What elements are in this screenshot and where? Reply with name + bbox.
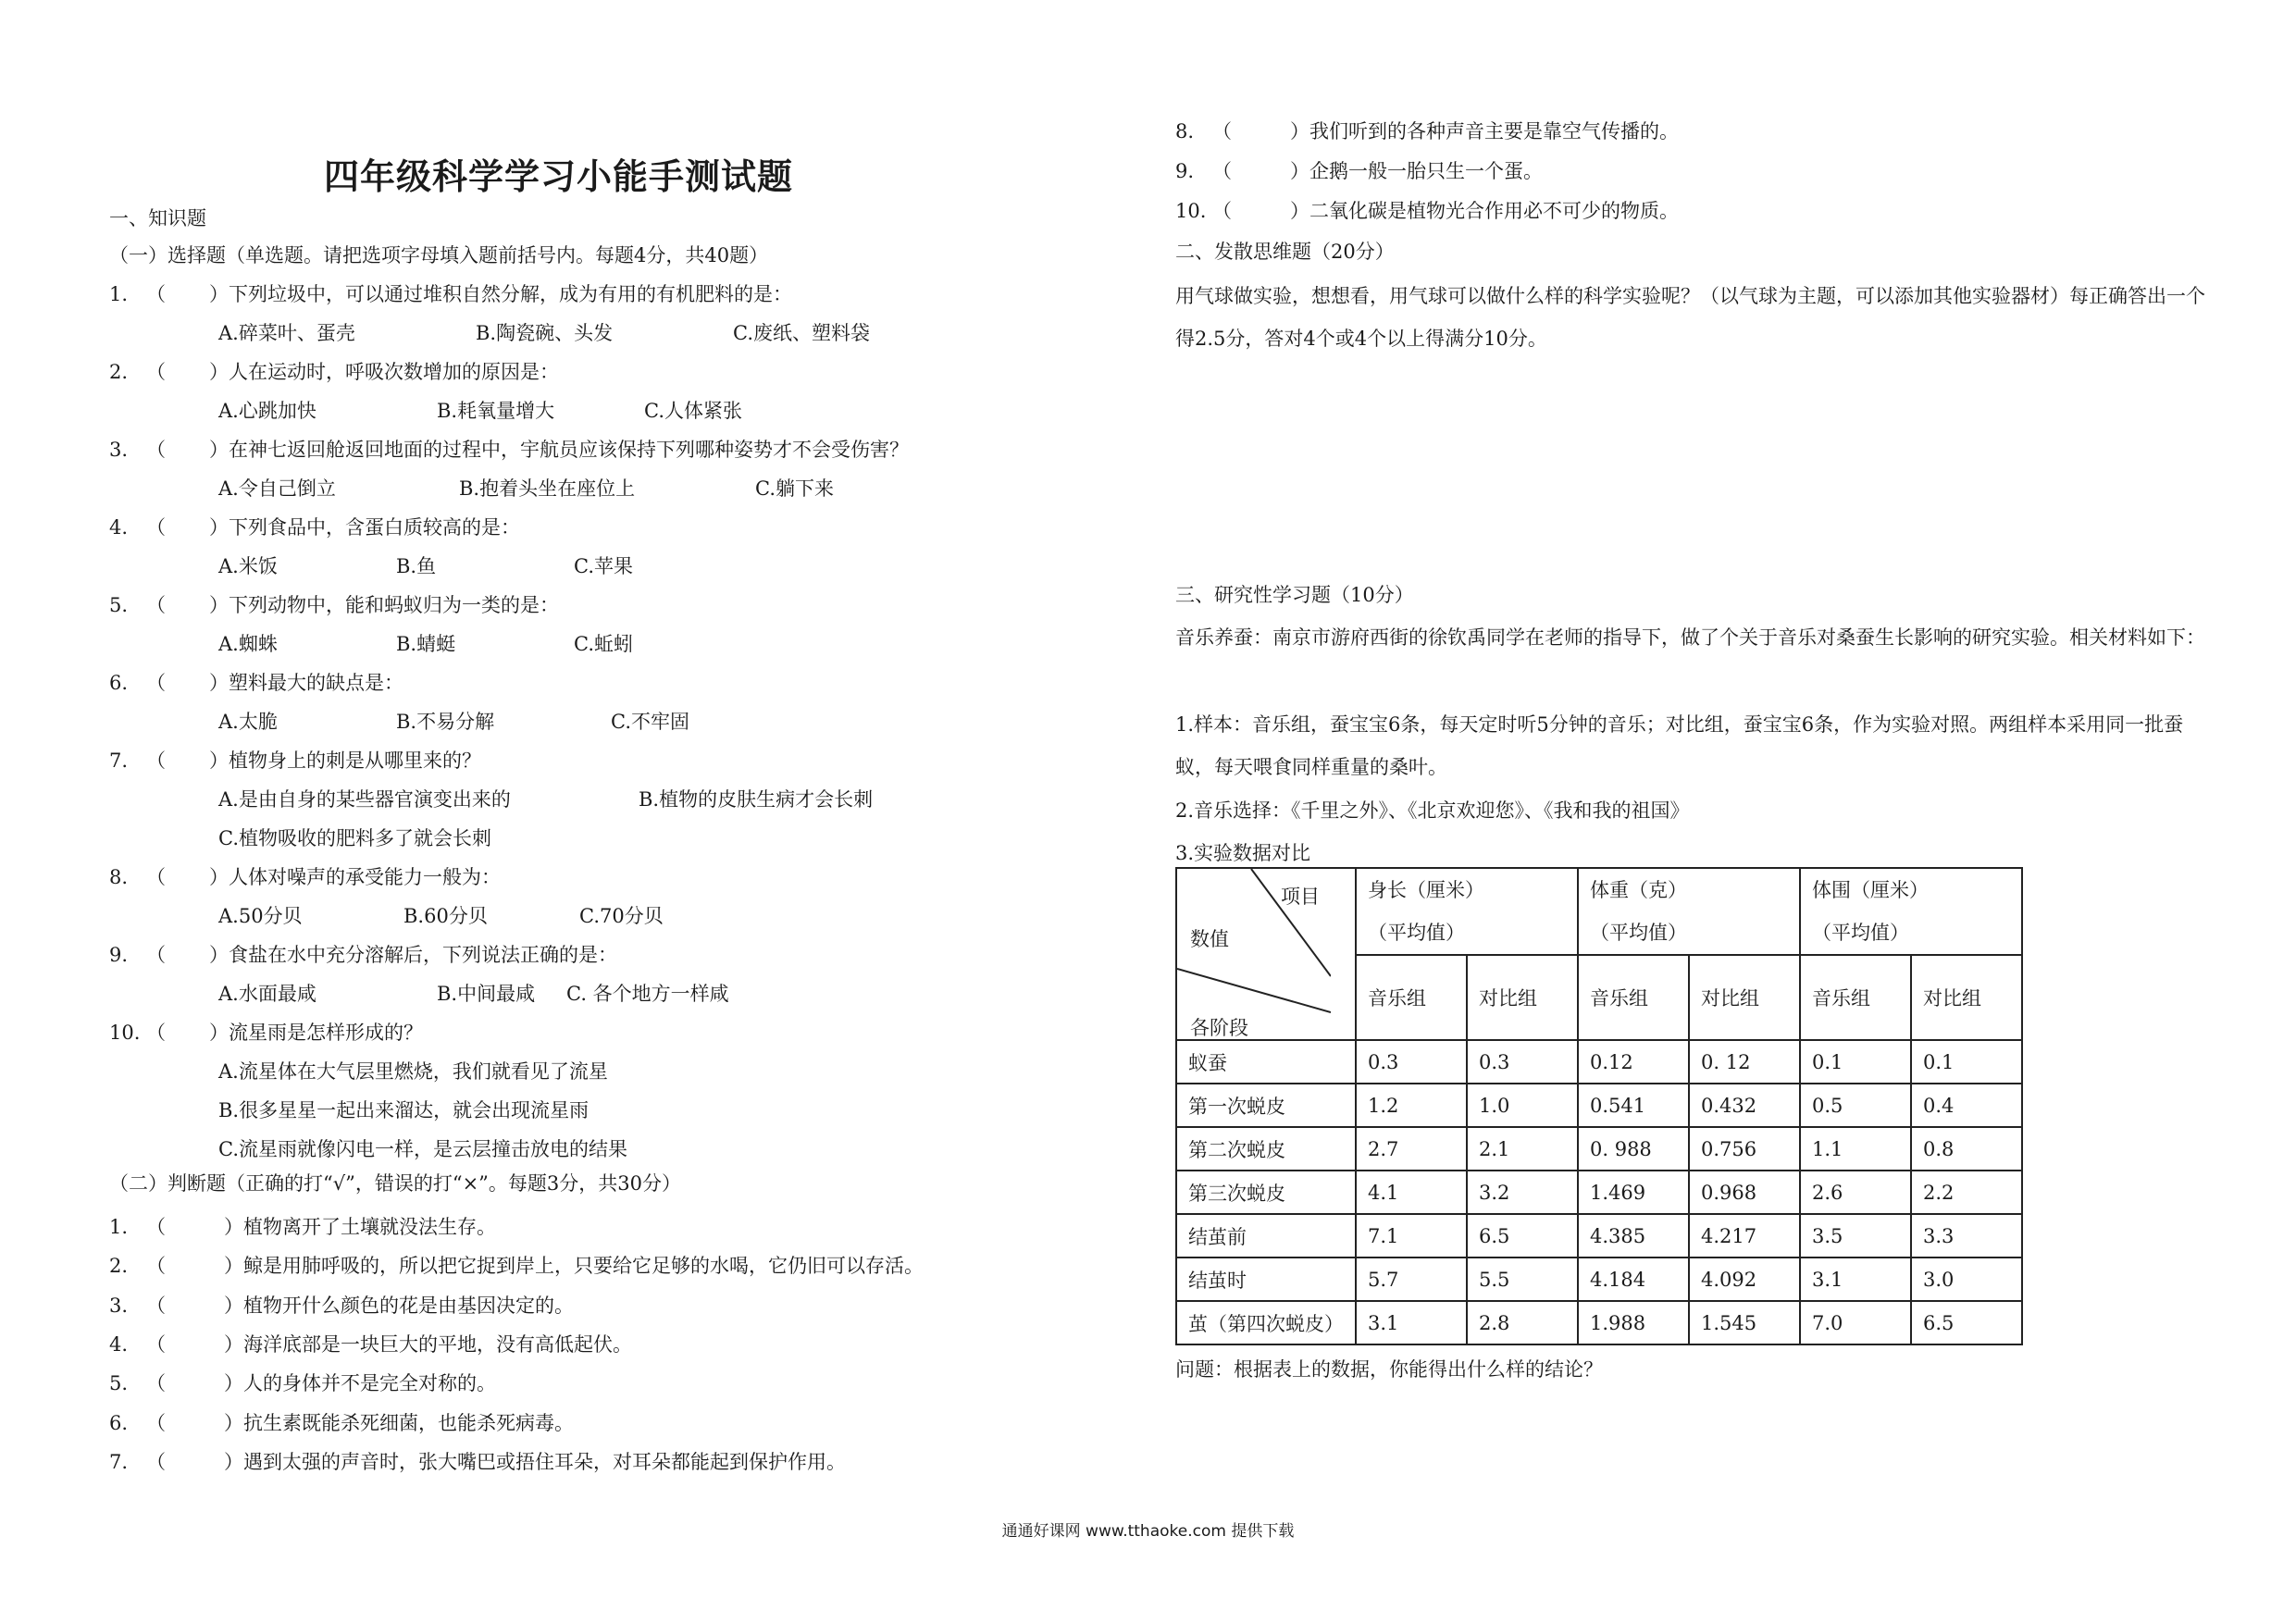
question-number: 10.	[109, 1022, 141, 1044]
table-value-cell: 6.5	[1467, 1214, 1578, 1258]
table-value-cell: 3.5	[1800, 1214, 1911, 1258]
table-stage-cell: 结茧时	[1176, 1258, 1356, 1301]
option: C.不牢固	[611, 711, 689, 733]
question-number: 5.	[109, 594, 129, 616]
option: B.抱着头坐在座位上	[459, 477, 636, 500]
judge-heading: （二）判断题（正确的打“√”，错误的打“×”。每题3分，共30分）	[109, 1172, 682, 1195]
table-value-cell: 1.988	[1578, 1301, 1689, 1344]
table-stage-cell: 蚁蚕	[1176, 1040, 1356, 1084]
experiment-data-table	[1175, 867, 2023, 1345]
question-number: 9.	[1175, 160, 1195, 182]
answer-paren: （	[146, 361, 166, 383]
table-value-cell: 2.2	[1911, 1171, 2022, 1214]
option: C.蚯蚓	[574, 633, 633, 655]
question-stem: ）下列垃圾中，可以通过堆积自然分解，成为有用的有机肥料的是：	[209, 283, 792, 305]
table-value-cell: 0.1	[1800, 1040, 1911, 1084]
question-stem: ）在神七返回舱返回地面的过程中，宇航员应该保持下列哪种姿势才不会受伤害？	[209, 439, 909, 461]
option: A.蜘蛛	[218, 633, 278, 655]
table-value-cell: 0.12	[1578, 1040, 1689, 1084]
section3-question: 问题：根据表上的数据，你能得出什么样的结论？	[1175, 1358, 1603, 1381]
table-corner-cell	[1176, 868, 1356, 1040]
table-subheader-cell: 对比组	[1911, 955, 2022, 1040]
answer-paren: （	[146, 1294, 166, 1317]
answer-paren: （	[1212, 120, 1232, 142]
answer-paren: （	[146, 516, 166, 539]
table-subheader-cell: 音乐组	[1356, 955, 1467, 1040]
judge-statement: ）我们听到的各种声音主要是靠空气传播的。	[1290, 120, 1679, 142]
table-row	[1176, 1214, 2022, 1258]
table-subheader-cell: 音乐组	[1578, 955, 1689, 1040]
group-name: 体围（厘米）	[1812, 879, 1929, 901]
table-value-cell: 7.1	[1356, 1214, 1467, 1258]
table-value-cell: 6.5	[1911, 1301, 2022, 1344]
question-number: 6.	[109, 1411, 129, 1434]
table-value-cell: 3.1	[1356, 1301, 1467, 1344]
question-number: 3.	[109, 439, 129, 461]
question-number: 6.	[109, 672, 129, 694]
answer-paren: （	[146, 283, 166, 305]
table-subheader-cell: 对比组	[1689, 955, 1800, 1040]
option: A.是由自身的某些器官演变出来的	[218, 788, 511, 811]
option: A.50分贝	[218, 905, 303, 927]
option: C.苹果	[574, 555, 633, 577]
table-row	[1176, 1040, 2022, 1084]
table-value-cell: 2.7	[1356, 1127, 1467, 1171]
answer-paren: （	[146, 866, 166, 888]
table-value-cell: 1.469	[1578, 1171, 1689, 1214]
answer-paren: （	[146, 1255, 166, 1278]
question-stem: ）塑料最大的缺点是：	[209, 672, 403, 694]
answer-paren: （	[146, 439, 166, 461]
question-number: 3.	[109, 1294, 129, 1317]
option: B.不易分解	[396, 711, 495, 733]
table-row	[1176, 1171, 2022, 1214]
section3-heading: 三、研究性学习题（10分）	[1175, 584, 1414, 606]
table-header-row	[1176, 868, 2022, 955]
table-value-cell: 0.541	[1578, 1084, 1689, 1127]
group-header-length	[1356, 868, 1578, 955]
section2-text: 用气球做实验，想想看，用气球可以做什么样的科学实验呢？（以气球为主题，可以添加其他实验器材）每正确答出一个得2.5分，答对4个或4个以上得满分10分。	[1175, 285, 2205, 350]
table-value-cell: 3.1	[1800, 1258, 1911, 1301]
answer-paren: （	[146, 1372, 166, 1395]
corner-stage-label: 各阶段	[1190, 1017, 1248, 1039]
table-stage-cell: 结茧前	[1176, 1214, 1356, 1258]
option: A.心跳加快	[218, 400, 316, 422]
table-value-cell: 0.1	[1911, 1040, 2022, 1084]
answer-paren: （	[146, 1216, 166, 1238]
choice-heading: （一）选择题（单选题。请把选项字母填入题前括号内。每题4分，共40题）	[109, 244, 769, 266]
section3-item1: 1.样本：音乐组，蚕宝宝6条，每天定时听5分钟的音乐；对比组，蚕宝宝6条，作为实验对照。两组样本采用同一批蚕蚁，每天喂食同样重量的桑叶。	[1175, 713, 2184, 778]
option: B.很多星星一起出来溜达，就会出现流星雨	[218, 1099, 590, 1121]
answer-paren: （	[1212, 200, 1232, 222]
table-value-cell: 0. 988	[1578, 1127, 1689, 1171]
judge-statement: ）海洋底部是一块巨大的平地，没有高低起伏。	[224, 1332, 632, 1356]
table-stage-cell: 茧（第四次蜕皮）	[1176, 1301, 1356, 1344]
question-stem: ）下列动物中，能和蚂蚁归为一类的是：	[209, 594, 559, 616]
table-body	[1176, 1040, 2022, 1344]
question-number: 9.	[109, 944, 129, 966]
question-number: 10.	[1175, 200, 1207, 222]
section3-intro: 音乐养蚕：南京市游府西街的徐钦禹同学在老师的指导下，做了个关于音乐对桑蚕生长影响的研究实验。相关材料如下：	[1175, 626, 2205, 649]
option: A.米饭	[218, 555, 278, 577]
table-value-cell: 1.1	[1800, 1127, 1911, 1171]
option: B.蜻蜓	[396, 633, 456, 655]
judge-statement: ）人的身体并不是完全对称的。	[224, 1372, 496, 1395]
question-stem: ）食盐在水中充分溶解后，下列说法正确的是：	[209, 944, 617, 966]
question-number: 5.	[109, 1372, 129, 1395]
group-header-weight	[1578, 868, 1800, 955]
table-value-cell: 1.545	[1689, 1301, 1800, 1344]
table-subheader-cell: 音乐组	[1800, 955, 1911, 1040]
table-value-cell: 2.6	[1800, 1171, 1911, 1214]
table-value-cell: 2.1	[1467, 1127, 1578, 1171]
table-value-cell: 0.4	[1911, 1084, 2022, 1127]
option: C. 各个地方一样咸	[566, 983, 729, 1005]
group-name: 身长（厘米）	[1368, 879, 1484, 901]
option: A.水面最咸	[218, 983, 316, 1005]
section3-item3: 3.实验数据对比	[1175, 842, 1311, 864]
option: B.耗氧量增大	[437, 400, 555, 422]
option: B.60分贝	[403, 905, 488, 927]
option: C.躺下来	[755, 477, 834, 500]
table-stage-cell: 第三次蜕皮	[1176, 1171, 1356, 1214]
question-stem: ）人体对噪声的承受能力一般为：	[209, 866, 501, 888]
table-value-cell: 1.0	[1467, 1084, 1578, 1127]
table-value-cell: 0.3	[1467, 1040, 1578, 1084]
answer-paren: （	[146, 1411, 166, 1434]
question-stem: ）下列食品中，含蛋白质较高的是：	[209, 516, 520, 539]
question-number: 7.	[109, 1450, 129, 1473]
option: B.陶瓷碗、头发	[476, 322, 614, 344]
answer-paren: （	[146, 594, 166, 616]
table-row	[1176, 1301, 2022, 1344]
answer-paren: （	[146, 750, 166, 772]
question-number: 7.	[109, 750, 129, 772]
page-title: 四年级科学学习小能手测试题	[324, 156, 794, 197]
table-row	[1176, 1258, 2022, 1301]
option: A.碎菜叶、蛋壳	[218, 322, 355, 344]
group-sub: （平均值）	[1812, 922, 1909, 944]
table-row	[1176, 1127, 2022, 1171]
group-sub: （平均值）	[1368, 922, 1465, 944]
judge-statement: ）植物离开了土壤就没法生存。	[224, 1216, 496, 1238]
judge-statement: ）抗生素既能杀死细菌，也能杀死病毒。	[224, 1411, 574, 1434]
table-value-cell: 0.756	[1689, 1127, 1800, 1171]
table-value-cell: 0.432	[1689, 1084, 1800, 1127]
table-value-cell: 5.5	[1467, 1258, 1578, 1301]
question-number: 1.	[109, 1216, 129, 1238]
table-value-cell: 0.5	[1800, 1084, 1911, 1127]
table-value-cell: 4.217	[1689, 1214, 1800, 1258]
question-stem: ）植物身上的刺是从哪里来的？	[209, 750, 481, 772]
corner-value-label: 数值	[1190, 928, 1229, 950]
question-stem: ）人在运动时，呼吸次数增加的原因是：	[209, 361, 559, 383]
judge-statement: ）二氧化碳是植物光合作用必不可少的物质。	[1290, 200, 1679, 222]
question-number: 8.	[1175, 120, 1195, 142]
judge-statement: ）鲸是用肺呼吸的，所以把它捉到岸上，只要给它足够的水喝，它仍旧可以存活。	[224, 1255, 924, 1278]
table-row	[1176, 1084, 2022, 1127]
question-number: 2.	[109, 361, 129, 383]
judge-statement: ）植物开什么颜色的花是由基因决定的。	[224, 1294, 574, 1317]
answer-paren: （	[146, 1022, 166, 1044]
table-value-cell: 0. 12	[1689, 1040, 1800, 1084]
table-value-cell: 1.2	[1356, 1084, 1467, 1127]
judge-statement: ）遇到太强的声音时，张大嘴巴或捂住耳朵，对耳朵都能起到保护作用。	[224, 1450, 846, 1473]
option: B.中间最咸	[437, 983, 536, 1005]
section3-item2: 2.音乐选择：《千里之外》、《北京欢迎您》、《我和我的祖国》	[1175, 799, 1690, 822]
option: C.70分贝	[579, 905, 664, 927]
answer-paren: （	[1212, 160, 1232, 182]
table-value-cell: 4.1	[1356, 1171, 1467, 1214]
answer-paren: （	[146, 1332, 166, 1356]
table-value-cell: 3.2	[1467, 1171, 1578, 1214]
question-number: 8.	[109, 866, 129, 888]
table-stage-cell: 第一次蜕皮	[1176, 1084, 1356, 1127]
question-number: 4.	[109, 1332, 129, 1356]
answer-paren: （	[146, 944, 166, 966]
corner-item-label: 项目	[1281, 886, 1320, 908]
answer-paren: （	[146, 1450, 166, 1473]
footer: 通通好课网 www.tthaoke.com 提供下载	[1001, 1522, 1295, 1541]
question-number: 4.	[109, 516, 129, 539]
table-value-cell: 0.8	[1911, 1127, 2022, 1171]
judge-statement: ）企鹅一般一胎只生一个蛋。	[1290, 160, 1543, 182]
option: C.植物吸收的肥料多了就会长刺	[218, 827, 491, 849]
question-number: 1.	[109, 283, 129, 305]
table-value-cell: 7.0	[1800, 1301, 1911, 1344]
table-value-cell: 0.3	[1356, 1040, 1467, 1084]
option: C.流星雨就像闪电一样，是云层撞击放电的结果	[218, 1138, 627, 1160]
table-value-cell: 4.184	[1578, 1258, 1689, 1301]
option: B.植物的皮肤生病才会长刺	[639, 788, 874, 811]
table-value-cell: 2.8	[1467, 1301, 1578, 1344]
answer-paren: （	[146, 672, 166, 694]
group-header-girth	[1800, 868, 2022, 955]
table-stage-cell: 第二次蜕皮	[1176, 1127, 1356, 1171]
table-value-cell: 3.0	[1911, 1258, 2022, 1301]
option: C.废纸、塑料袋	[733, 322, 870, 344]
group-name: 体重（克）	[1590, 879, 1687, 901]
section1-heading: 一、知识题	[109, 207, 206, 229]
table-value-cell: 4.385	[1578, 1214, 1689, 1258]
table-value-cell: 4.092	[1689, 1258, 1800, 1301]
section2-heading: 二、发散思维题（20分）	[1175, 241, 1395, 263]
question-number: 2.	[109, 1255, 129, 1278]
option: A.太脆	[218, 711, 278, 733]
option: C.人体紧张	[644, 400, 742, 422]
question-stem: ）流星雨是怎样形成的？	[209, 1022, 423, 1044]
table-subheader-cell: 对比组	[1467, 955, 1578, 1040]
option: B.鱼	[396, 555, 437, 577]
group-sub: （平均值）	[1590, 922, 1687, 944]
option: A.令自己倒立	[218, 477, 336, 500]
table-value-cell: 3.3	[1911, 1214, 2022, 1258]
table-value-cell: 0.968	[1689, 1171, 1800, 1214]
table-value-cell: 5.7	[1356, 1258, 1467, 1301]
option: A.流星体在大气层里燃烧，我们就看见了流星	[218, 1060, 608, 1083]
